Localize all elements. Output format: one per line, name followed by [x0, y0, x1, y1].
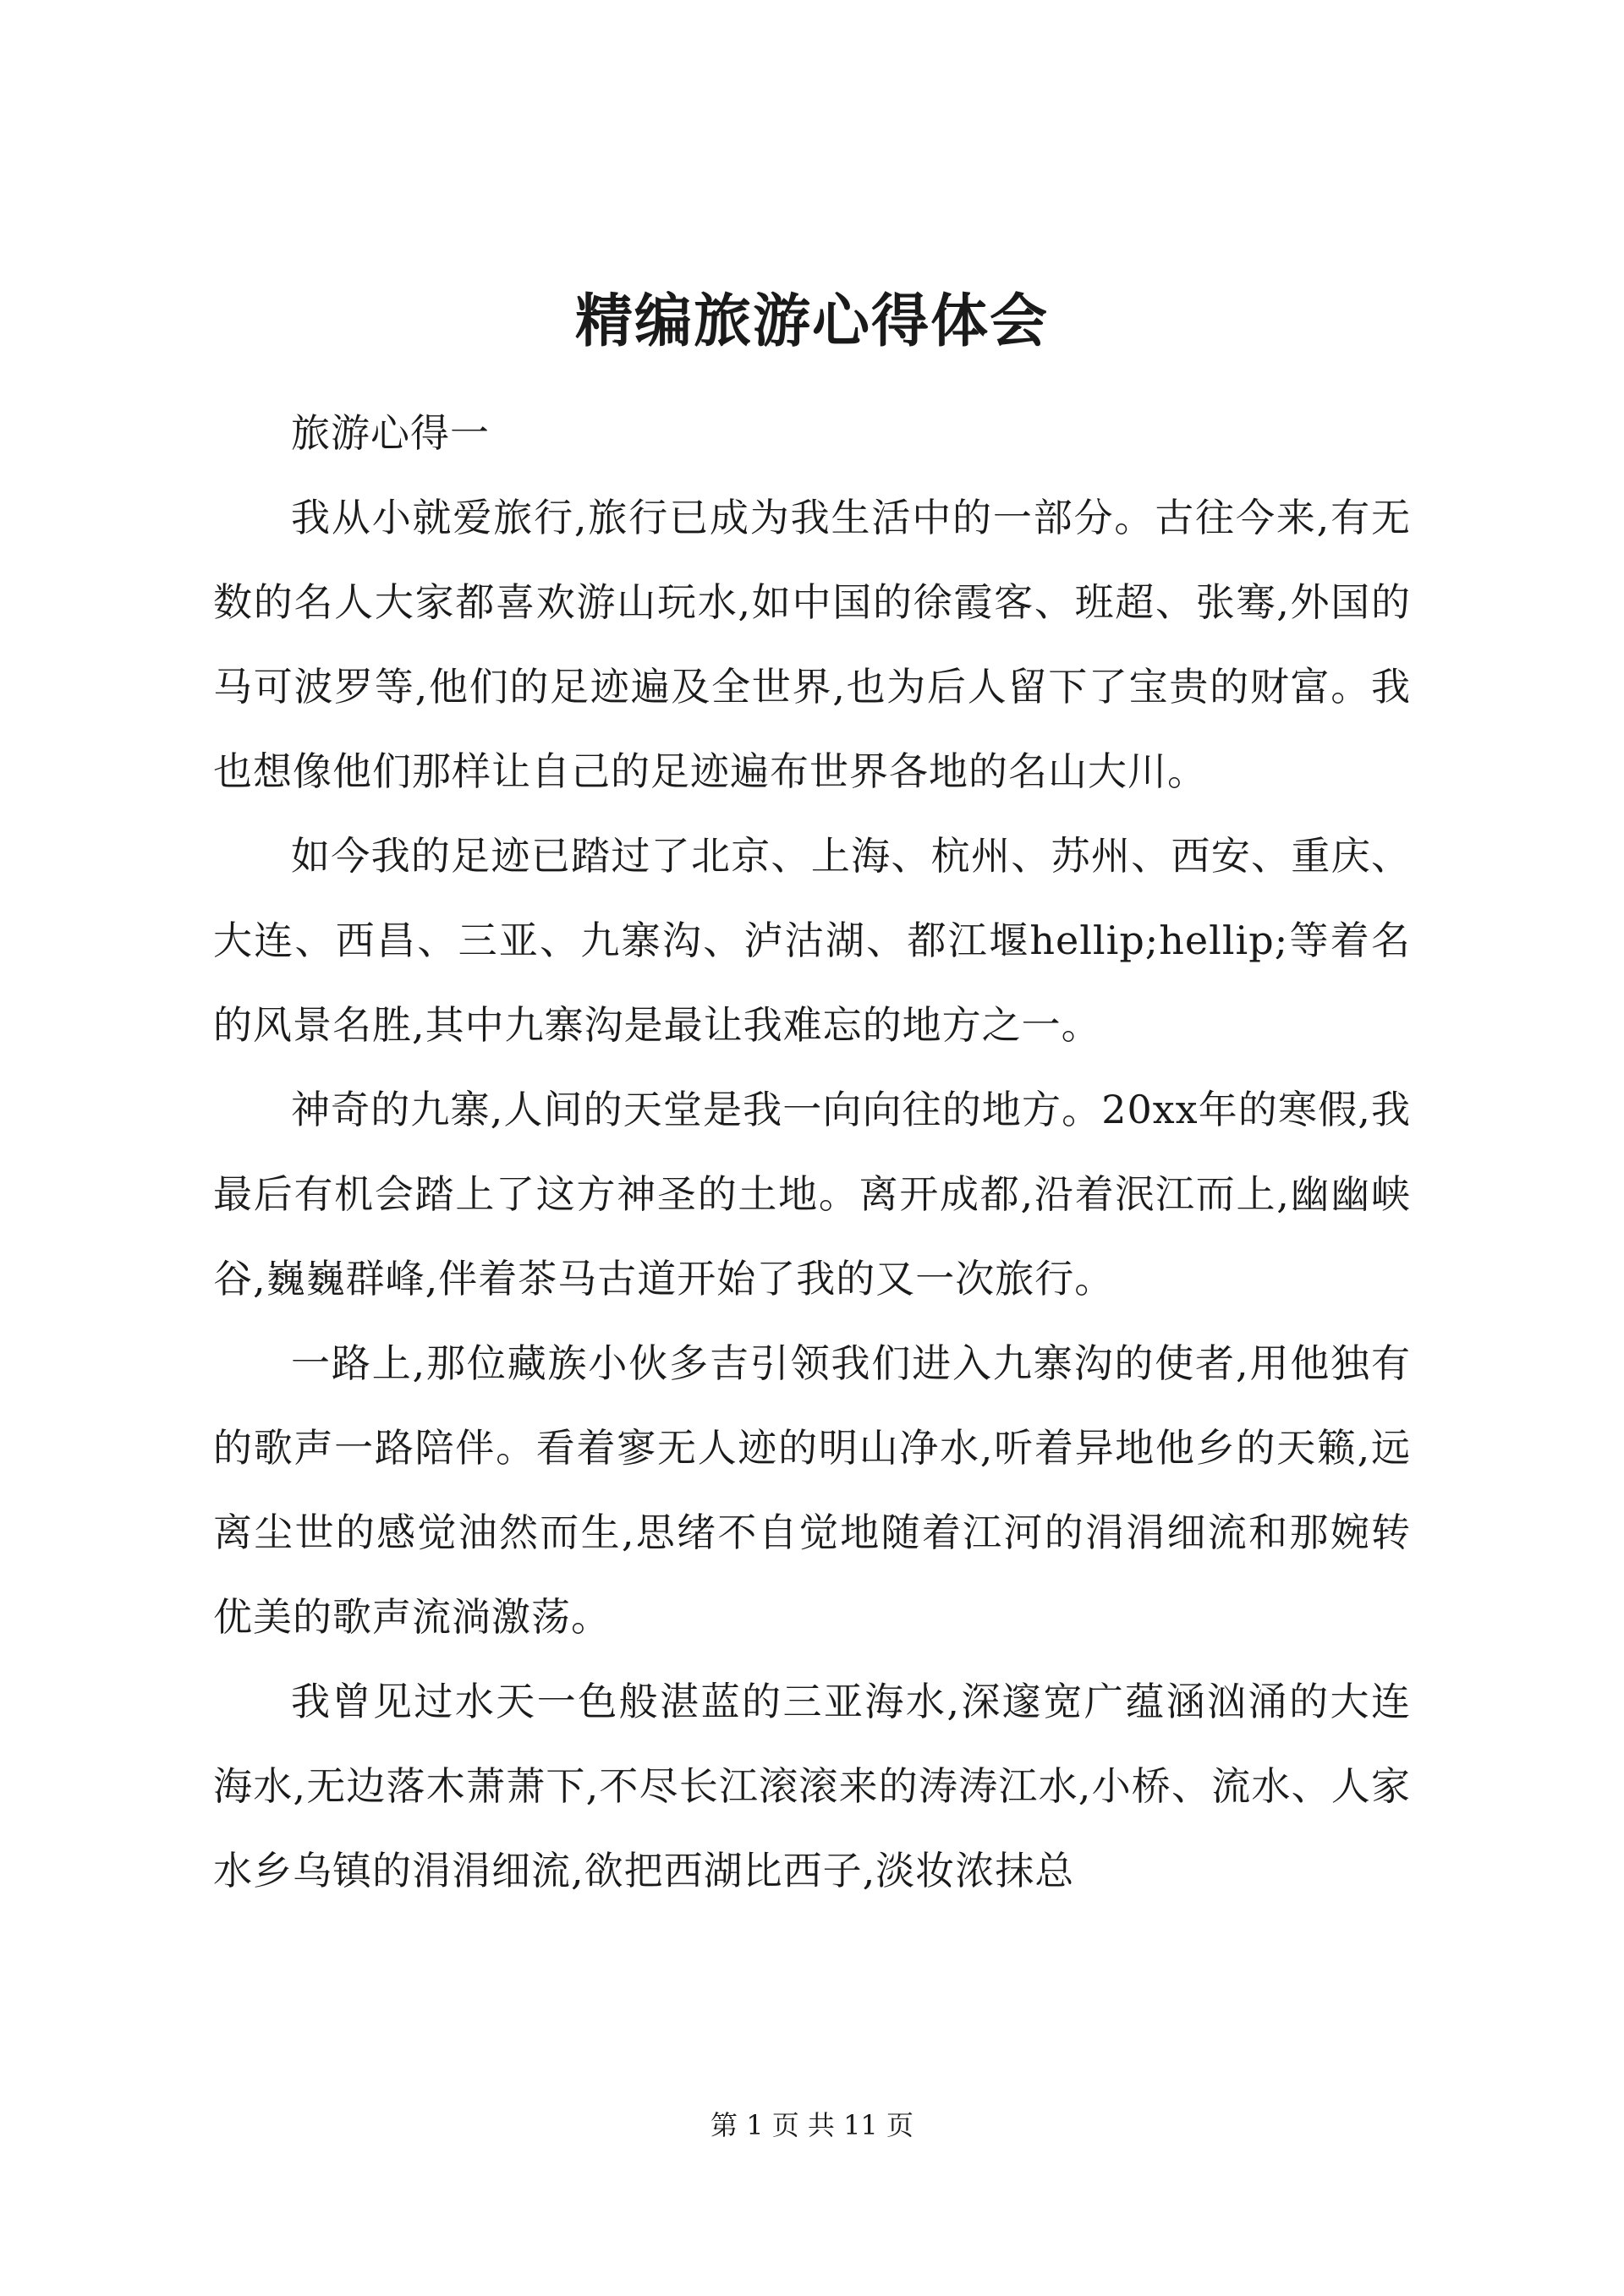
- paragraph: 如今我的足迹已踏过了北京、上海、杭州、苏州、西安、重庆、大连、西昌、三亚、九寨沟、泸沽湖、都江堰hellip;hellip;等着名的风景名胜,其中九寨沟是最让我难忘的地方之一。: [213, 833, 1411, 1048]
- paragraph: 我从小就爱旅行,旅行已成为我生活中的一部分。古往今来,有无数的名人大家都喜欢游山玩水,如中国的徐霞客、班超、张骞,外国的马可波罗等,他们的足迹遍及全世界,也为后人留下了宝贵的财富。我也想像他们那样让自己的足迹遍布世界各地的名山大川。: [213, 495, 1411, 794]
- section-heading: 旅游心得一: [291, 410, 490, 456]
- page-footer: 第 1 页 共 11 页: [710, 2109, 914, 2141]
- paragraph: 神奇的九寨,人间的天堂是我一向向往的地方。20xx年的寒假,我最后有机会踏上了这方神圣的土地。离开成都,沿着泯江而上,幽幽峡谷,巍巍群峰,伴着茶马古道开始了我的又一次旅行。: [213, 1087, 1411, 1301]
- paragraph: 一路上,那位藏族小伙多吉引领我们进入九寨沟的使者,用他独有的歌声一路陪伴。看着寥无人迹的明山净水,听着异地他乡的天籁,远离尘世的感觉油然而生,思绪不自觉地随着江河的涓涓细流和那婉转优美的歌声流淌激荡。: [213, 1340, 1411, 1640]
- page-title: 精编旅游心得体会: [574, 288, 1049, 355]
- document-body: [213, 391, 1411, 1913]
- paragraph: 我曾见过水天一色般湛蓝的三亚海水,深邃宽广蕴涵汹涌的大连海水,无边落木萧萧下,不尽长江滚滚来的涛涛江水,小桥、流水、人家水乡乌镇的涓涓细流,欲把西湖比西子,淡妆浓抹总: [213, 1679, 1411, 1893]
